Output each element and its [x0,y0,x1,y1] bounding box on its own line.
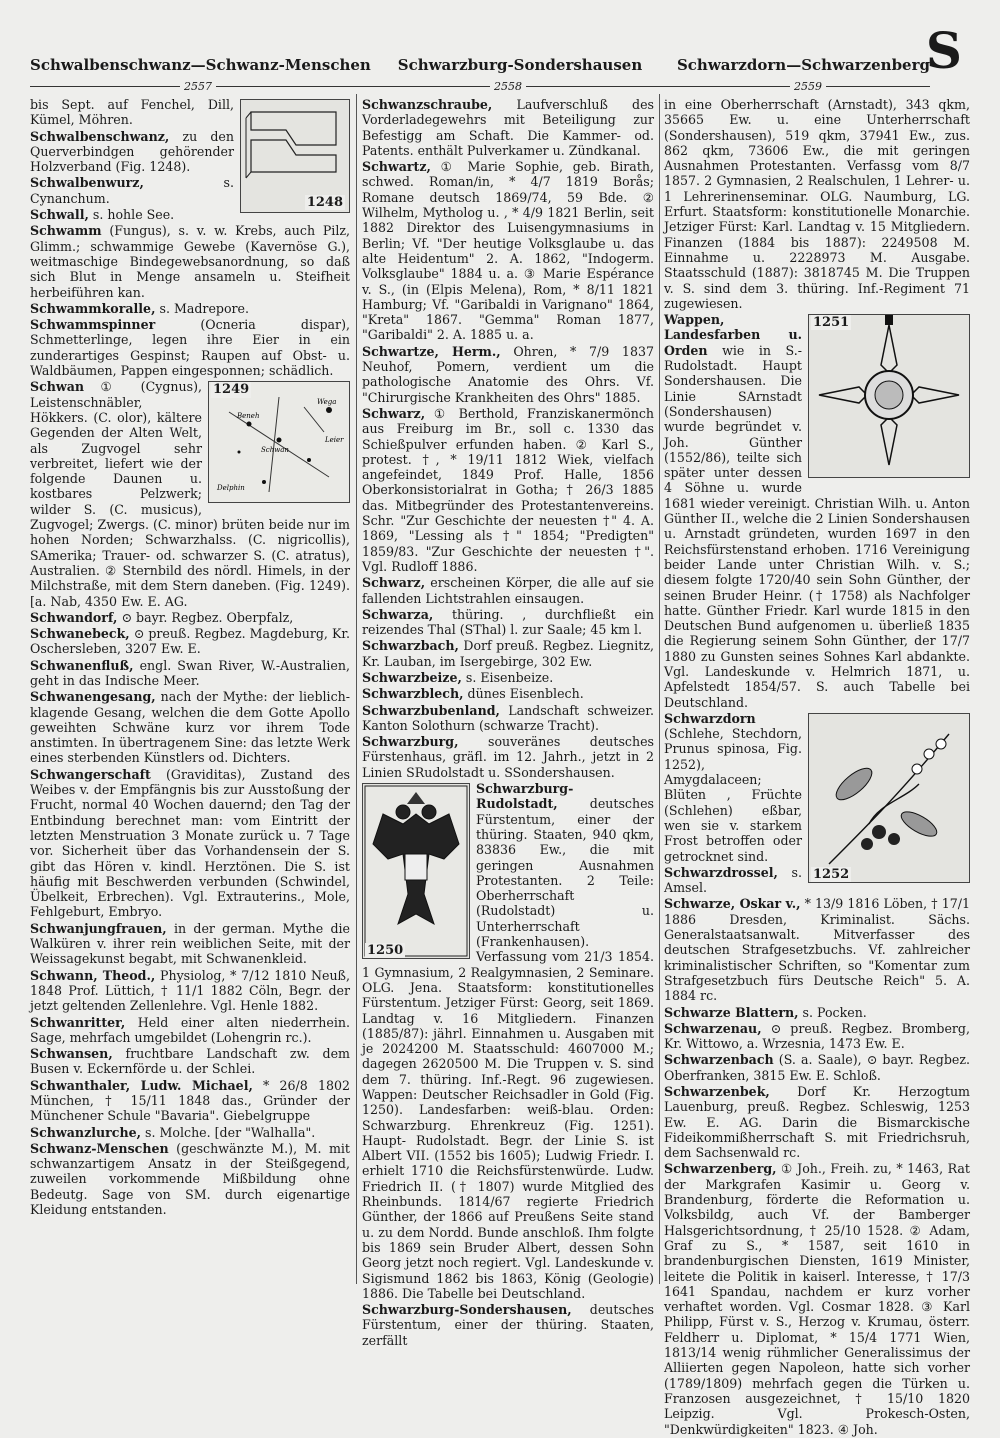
entry-headword: Schwarzburg, [362,734,459,750]
entry-text: dünes Eisenblech. [467,686,584,702]
dictionary-entry [30,1015,350,1046]
dictionary-entry [664,1084,970,1160]
figure-1249 [208,381,350,503]
entry-headword: Schwanthaler, Ludw. Michael, [30,1077,253,1093]
column-divider [659,94,660,1284]
entry-headword: Schwanritter, [30,1014,126,1030]
entry-headword: Schwartze, Herm., [362,343,501,359]
dictionary-entry [664,1021,970,1052]
dictionary-entry [362,575,654,606]
entry-text: ⊙ preuß. Regbez. Bromberg, Kr. Wittowo, a. Wrzesnia, 1473 Ew. E. [664,1020,970,1052]
dictionary-entry [362,670,654,685]
column-divider [356,94,357,1284]
dictionary-entry [362,607,654,638]
dictionary-entry [30,1125,350,1140]
dictionary-entry [30,968,350,1014]
running-head-center: Schwarzburg-Sondershausen [397,56,643,74]
entry-headword: Schwanzlurche, [30,1124,142,1140]
entry-text: (Ocneria dispar), Schmetterlinge, legen ihre Eier in ein zunderartiges Gespinst; Raupen auf Obst- u. Waldbäumen, Pappen eingesponnen; schädlich. [30,317,350,379]
dictionary-entry [664,896,970,1003]
section-letter: S [925,21,962,80]
dictionary-entry [30,317,350,378]
entry-text: Physiolog, * 7/12 1810 Neuß, 1848 Prof. Lüttich, † 11/1 1882 Cöln, Begr. der jetzt geltenden Zellenlehre. Vgl. Henle 1882. [30,967,350,1014]
figure-1250 [362,783,470,959]
entry-headword: Schwarze, Oskar v., [664,896,801,912]
column-number-center: 2558 [490,80,526,93]
column-left [30,97,350,1218]
entry-text: s. Pocken. [802,1004,867,1020]
entry-text: Dorf preuß. Regbez. Liegnitz, Kr. Lauban, im Isergebirge, 302 Ew. [362,638,654,669]
entry-headword: Schwarzbubenland, [362,702,500,718]
entry-headword: Schwall, [30,207,89,223]
figure-number: 1250 [367,942,404,958]
dictionary-entry [30,626,350,657]
entry-text: ⊙ bayr. Regbez. Oberpfalz, [121,609,294,625]
entry-text: s. Amsel. [664,864,802,896]
entry-text: * 13/9 1816 Löben, † 17/1 1886 Dresden, Kriminalist. Sächs. Generalstaatsanwalt. Mitverfasser des deutschen Strafgesetzbuchs. Vf. zahlreicher kriminalistischer Schriften, so "Komentar zum Strafgesetzbuch fürs Deutsche Reich" 5. A. 1884 rc. [664,896,970,1004]
entry-text: ① Joh., Freih. zu, * 1463, Rat der Markgrafen Kasimir u. Georg v. Brandenburg, förderte die Reformation u. Volksbildg, auch Vf. der Bamberger Halsgerichtsordnung, † 25/10 1528. ② Adam, Graf zu S., * 1587, seit 1610 in brandenburgischen Diensten, 1619 Minister, leitete die Politik in kaiserl. Interesse, † 17/3 1641 Spandau, nachdem er kurz vorher verhaftet worden. Vgl. Cosmar 1828. ③ Karl Philipp, Fürst v. S., Herzog v. Krumau, österr. Feldherr u. Diplomat, * 15/4 1771 Wien, 1813/14 wenig rühmlicher Generalissimus der Alliierten gegen Napoleon, hatte sich vorher (1789/1809) mehrfach gegen die Türken u. Franzosen ausgezeichnet, † 15/10 1820 Leipzig. Vgl. Prokesch-Osten, "Denkwürdigkeiten" 1823. ④ Joh. [664,1161,970,1437]
entry-text: souveränes deutsches Fürstenhaus, gräfl. im 12. Jahrh., jetzt in 2 Linien SRudolstadt u. SSondershausen. [362,734,654,780]
entry-headword: Schwarzdrossel, [664,864,778,880]
entry-text: Ohren, * 7/9 1837 Neuhof, Pomern, verdient um die pathologische Anatomie des Ohrs. Vf. "Chirurgische Krankheiten des Ohrs" 1885. [362,343,654,405]
entry-text: in eine Oberherrschaft (Arnstadt), 343 qkm, 35665 Ew. u. eine Unterherrschaft (Sondershausen), 519 qkm, 37941 Ew., zus. 862 qkm, 73606 Ew., die mit geringen Ausnahmen Protestanten. Verfassg vom 8/7 1857. 2 Gymnasien, 2 Realschulen, 1 Lehrer- u. 1 Lehrerinenseminar. OLG. Naumburg, LG. Erfurt. Staatsform: konstitutionelle Monarchie. Jetziger Fürst: Karl. Landtag v. 15 Mitgliedern. Finanzen (1884 bis 1887): 2249508 M. Einnahme u. 2228973 M. Ausgabe. Staatsschuld (1887): 3818745 M. Die Truppen v. S. sind dem 3. thüring. Inf.-Regiment 71 zugewiesen. [664,97,970,311]
entry-headword: Schwalbenschwanz, [30,128,170,144]
dictionary-entry [30,223,350,299]
entry-text: deutsches Fürstentum, einer der thüring. Staaten, zerfällt [362,1302,654,1348]
entry-headword: Schwandorf, [30,609,118,625]
entry-text: s. Molche. [der "Walhalla". [145,1124,316,1140]
svg-text:Beneh: Beneh [237,412,260,421]
dictionary-entry [664,1161,970,1436]
entry-headword: Schwarzbach, [362,638,459,654]
dictionary-entry [664,97,970,311]
entry-text: s. hohle See. [92,207,175,223]
entry-text: ① Marie Sophie, geb. Birath, schwed. Roman/in, * 4/7 1819 Borås; Romane deutsch 1869/74, 59 Bde. ② Wilhelm, Mytholog u. , * 4/9 1821 Berlin, seit 1882 Direktor des Luisengymnasiums in Berlin; Vf. "Der heutige Volksglaube u. das alte Heidentum" 2. A. 1862, "Indogerm. Volksglaube" 1884 u. a. ③ Marie Espérance v. S., (in (Elpis Melena), Rom, * 8/11 1821 Hamburg; Vf. "Garibaldi in Varignano" 1864, "Kreta" 1867. "Gemma" Roman 1877, "Garibaldi" 2. A. 1885 u. a. [362,159,654,343]
entry-text: thüring. , durchfließt ein reizendes Thal (SThal) l. zur Saale; 45 km l. [362,606,654,638]
figure-number: 1252 [813,866,850,882]
entry-text: deutsches Fürstentum, einer der thüring. Staaten, 940 qkm, 83836 Ew., die mit geringen Ausnahmen Protestanten. 2 Teile: Oberherrschaft (Rudolstadt) u. Unterherrschaft (Frankenhausen). Verfassung vom 21/3 1854. 1 Gymnasium, 2 Realgymnasien, 2 Seminare. OLG. Jena. Staatsform: konstitutionelles Fürstentum. Jetziger Fürst: Georg, seit 1869. Landtag v. 16 Mitgliedern. Finanzen (1885/87): jährl. Einnahmen u. Ausgaben mit je 2024200 M. Staatsschuld: 4607000 M.; dagegen 2620500 M. Die Truppen v. S. sind dem 7. thüring. Inf.-Regt. 96 zugewiesen. Wappen: Deutscher Reichsadler in Gold (Fig. 1250). Landesfarben: weiß-blau. Orden: Schwarzburg. Ehrenkreuz (Fig. 1251). Haupt- Rudolstadt. Begr. der Linie S. ist Albert VII. (1552 bis 1605); Ludwig Friedr. I. erhielt 1710 die Reichsfürstenwürde. Ludw. Friedrich II. († 1807) wurde Mitglied des Rheinbunds. 1814/67 regierte Friedrich Günther, der 1866 auf Preußens Seite stand u. zu dem Nordd. Bunde anschloß. Ihm folgte bis 1869 sein Bruder Albert, dessen Sohn Georg jetzt noch regiert. Vgl. Landeskunde v. Sigismund 1862 bis 1863, König (Geologie) 1886. Die Tabelle bei Deutschland. [362,796,654,1301]
entry-headword: Schwanengesang, [30,689,156,705]
entry-text: s. Cynanchum. [30,175,234,206]
entry-headword: Schwammkoralle, [30,300,156,316]
svg-text:Wega: Wega [317,398,337,407]
entry-headword: Schwalbenwurz, [30,175,144,191]
figure-number: 1248 [306,194,343,210]
entry-headword: Wappen, Landesfarben u. Orden [664,312,802,358]
column-right [664,97,970,1438]
svg-text:Delphin: Delphin [217,484,245,493]
entry-text: bis Sept. auf Fenchel, Dill, Kümel, Möhren. [30,97,234,128]
entry-headword: Schwarze Blattern, [664,1004,799,1020]
entry-headword: Schwanenfluß, [30,657,134,673]
entry-headword: Schwanebeck, [30,626,130,642]
running-head-left: Schwalbenschwanz—Schwanz-Menschen [30,56,371,74]
entry-text: (Graviditas), Zustand des Weibes v. der Empfängnis bis zur Ausstoßung der Frucht, normal 40 Wochen dauernd; den Tag der Entbindung berechnet man: vom Eintritt der letzten Menstruation 3 Monate zurück u. 7 Tage vor. Sicherheit über das Vorhandensein der S. gibt das Hören v. kindl. Herztönen. Die S. ist häufig mit Beschwerden verbunden (Schwindel, Übelkeit, Erbrechen). Vgl. Extrauterins., Mole, Fehlgeburt, Embryo. [30,766,350,920]
entry-headword: Schwangerschaft [30,766,151,782]
dictionary-entry [30,1141,350,1217]
dictionary-entry [362,159,654,343]
dictionary-entry [362,734,654,780]
entry-text: engl. Swan River, W.-Australien, geht in das Indische Meer. [30,657,350,688]
column-number-right: 2559 [790,80,826,93]
entry-headword: Schwansen, [30,1046,113,1062]
dictionary-entry [664,1052,970,1083]
column-numbers [30,80,950,94]
figure-1252 [808,713,970,883]
dictionary-entry [30,767,350,920]
dictionary-entry [30,610,350,625]
entry-text: ① (Cygnus), Leistenschnäbler, Hökkers. (C. olor), kältere Gegenden der Alten Welt, als Zugvogel sehr verbreitet, liefert wie der folgende Daunen u. kostbares Pelzwerk; wilder S. (C. musicus), Zugvogel; Zwergs. (C. minor) brüten beide nur im hohen Norden; Schwarzhalss. (C. nigricollis), SAmerika; Trauer- od. schwarzer S. (C. atratus), Australien. ② Sternbild des nördl. Himels, in der Milchstraße, mit dem Stern daneben. (Fig. 1249). [a. Nab, 4350 Ew. E. AG. [30,379,350,609]
entry-headword: Schwarzburg-Sondershausen, [362,1302,572,1318]
dictionary-entry [362,703,654,734]
figure-number: 1251 [813,315,850,331]
entry-text: (Schlehe, Stechdorn, Prunus spinosa, Fig. 1252), Amygdalaceen; Blüten , Früchte (Schlehen) eßbar, wen sie v. starkem Frost betroffen oder getrocknet sind. [664,726,802,864]
entry-text: ① Berthold, Franziskanermönch aus Freiburg im Br., soll c. 1330 das Schießpulver erfunden haben. ② Karl S., protest. †, * 19/11 1812 Wiek, vielfach angefeindet, 1849 Prof. Halle, 1856 Oberkonsistorialrat in Gotha; † 26/3 1885 das. Mitbegründer des Protestantenvereins. Schr. "Zur Geschichte der neuesten †" 4. A. 1869, "Lessing als †" 1854; "Predigten" 1859/83. "Zur Geschichte der neuesten †". Vgl. Rudloff 1886. [362,405,654,574]
entry-headword: Schwarz, [362,575,426,591]
entry-text: ⊙ preuß. Regbez. Magdeburg, Kr. Oschersleben, 3207 Ew. E. [30,626,350,657]
dictionary-entry [30,921,350,967]
entry-headword: Schwarza, [362,606,434,622]
entry-text: erscheinen Körper, die alle auf sie fallenden Lichtstrahlen einsaugen. [362,575,654,606]
figure-1251 [808,314,970,478]
figure-1250-illustration [363,784,469,958]
entry-headword: Schwarzburg-Rudolstadt, [476,781,574,812]
entry-text: Dorf Kr. Herzogtum Lauenburg, preuß. Regbez. Schleswig, 1253 Ew. E. AG. Darin die Bismarckische Fideikommißherrschaft S. mit Friedrichsruh, dem Sachsenwald rc. [664,1084,970,1161]
entry-headword: Schwarzbeize, [362,669,462,685]
entry-text: fruchtbare Landschaft zw. dem Busen v. Eckernförde u. der Schlei. [30,1046,350,1077]
entry-text: * 26/8 1802 München, † 15/11 1848 das., Gründer der Münchener Schule "Bavaria". Giebelgruppe [30,1077,350,1124]
entry-text: Landschaft schweizer. Kanton Solothurn (schwarze Tracht). [362,702,654,733]
svg-text:Schwan: Schwan [261,446,289,455]
entry-text: (geschwänzte M.), M. mit schwanzartigem Ansatz in der Steißgegend, zuweilen vorkommende Mißbildung ohne Bedeutg. Sage von SM. durch eigenartige Kleidung entstanden. [30,1140,350,1218]
entry-text: (S. a. Saale), ⊙ bayr. Regbez. Oberfranken, 3815 Ew. E. Schloß. [664,1052,970,1083]
entry-text: s. Madrepore. [159,300,250,316]
dictionary-entry [362,406,654,574]
entry-headword: Schwarzenbach [664,1052,774,1068]
dictionary-entry [30,1046,350,1077]
entry-headword: Schwarzenbek, [664,1084,770,1099]
dictionary-entry [362,686,654,701]
entry-headword: Schwarzenberg, [664,1161,777,1177]
entry-headword: Schwarz, [362,405,426,421]
entry-text: (Fungus), s. v. w. Krebs, auch Pilz, Glimm.; schwammige Gewebe (Kavernöse G.), weitmaschige Bindegewebsanordnung, so daß sich Blut in Menge ansameln u. Steifheit herbeiführen kan. [30,223,350,300]
entry-headword: Schwamm [30,223,102,239]
figure-1251-illustration [809,315,969,477]
entry-text: s. Eisenbeize. [465,669,554,685]
entry-headword: Schwan [30,379,85,395]
entry-text: nach der Mythe: der lieblich-klagende Gesang, welchen die dem Gotte Apollo geweihten Schwäne kurz vor ihrem Tode anstimten. In übertragenem Sine: das letzte Werk eines sterbenden Künstlers od. Dichters. [30,689,350,766]
dictionary-entry [30,1078,350,1124]
entry-headword: Schwanzschraube, [362,97,493,112]
figure-1248 [240,99,350,213]
dictionary-entry [664,1005,970,1020]
figure-1249-illustration [209,382,349,502]
entry-headword: Schwammspinner [30,317,156,333]
figure-number: 1249 [213,382,250,398]
running-head-right: Schwarzdorn—Schwarzenberg [676,56,930,74]
dictionary-entry [30,301,350,316]
column-center [362,97,654,1349]
dictionary-entry [30,658,350,689]
entry-headword: Schwartz, [362,159,431,175]
column-number-left: 2557 [180,80,216,93]
entry-headword: Schwarzenau, [664,1020,762,1036]
svg-text:Leier: Leier [325,436,344,445]
running-head [30,56,970,82]
entry-text: zu den Querverbindgen gehörender Holzverband (Fig. 1248). [30,128,234,175]
entry-headword: Schwann, Theod., [30,967,156,983]
dictionary-entry [30,689,350,765]
entry-headword: Schwanjungfrauen, [30,920,167,936]
entry-text: Laufverschluß des Vorderladegewehrs mit Beteiligung zur Befestigg am Schaft. Die Kammer- od. Patents. enthält Pulverkamer u. Zündkanal. [362,97,654,158]
entry-text: wie in S.-Rudolstadt. Haupt Sondershausen. Die Linie SArnstadt (Sondershausen) wurde begründet v. Joh. Günther (1552/86), teilte sich später unter dessen 4 Söhne u. wurde 1681 wieder vereinigt. Christian Wilh. u. Anton Günther II., welche die 2 Linien Sondershausen u. Arnstadt gründeten, wurden 1697 in den Reichsfürstenstand erhoben. 1716 Vereinigung beider Lande unter Christian Wilh. v. S.; diesem folgte 1720/40 sein Sohn Günther, der seinen Bruder Heinr. († 1758) als Nachfolger hatte. Günther Friedr. Karl wurde 1815 in den Deutschen Bund aufgenomen u. überließ 1835 die Regierung seinem Sohn Günther, der 17/7 1880 zu Gunsten seines Sohnes Karl abdankte. Vgl. Landeskunde v. Helmrich 1871, u. Apfelstedt 1854/57. S. auch Tabelle bei Deutschland. [664,342,970,710]
dictionary-entry [362,1302,654,1348]
dictionary-entry [362,344,654,405]
dictionary-entry [362,97,654,158]
entry-text: in der german. Mythe die Walküren v. ihrer rein weiblichen Seite, mit der Weissagekunst begabt, mit Schwanenkleid. [30,920,350,967]
entry-headword: Schwarzdorn [664,710,756,726]
dictionary-entry [362,638,654,669]
entry-headword: Schwarzblech, [362,686,464,702]
figure-1252-illustration [809,714,969,882]
entry-headword: Schwanz-Menschen [30,1140,169,1156]
entry-text: Held einer alten niederrhein. Sage, mehrfach umgebildet (Lohengrin rc.). [30,1014,350,1045]
